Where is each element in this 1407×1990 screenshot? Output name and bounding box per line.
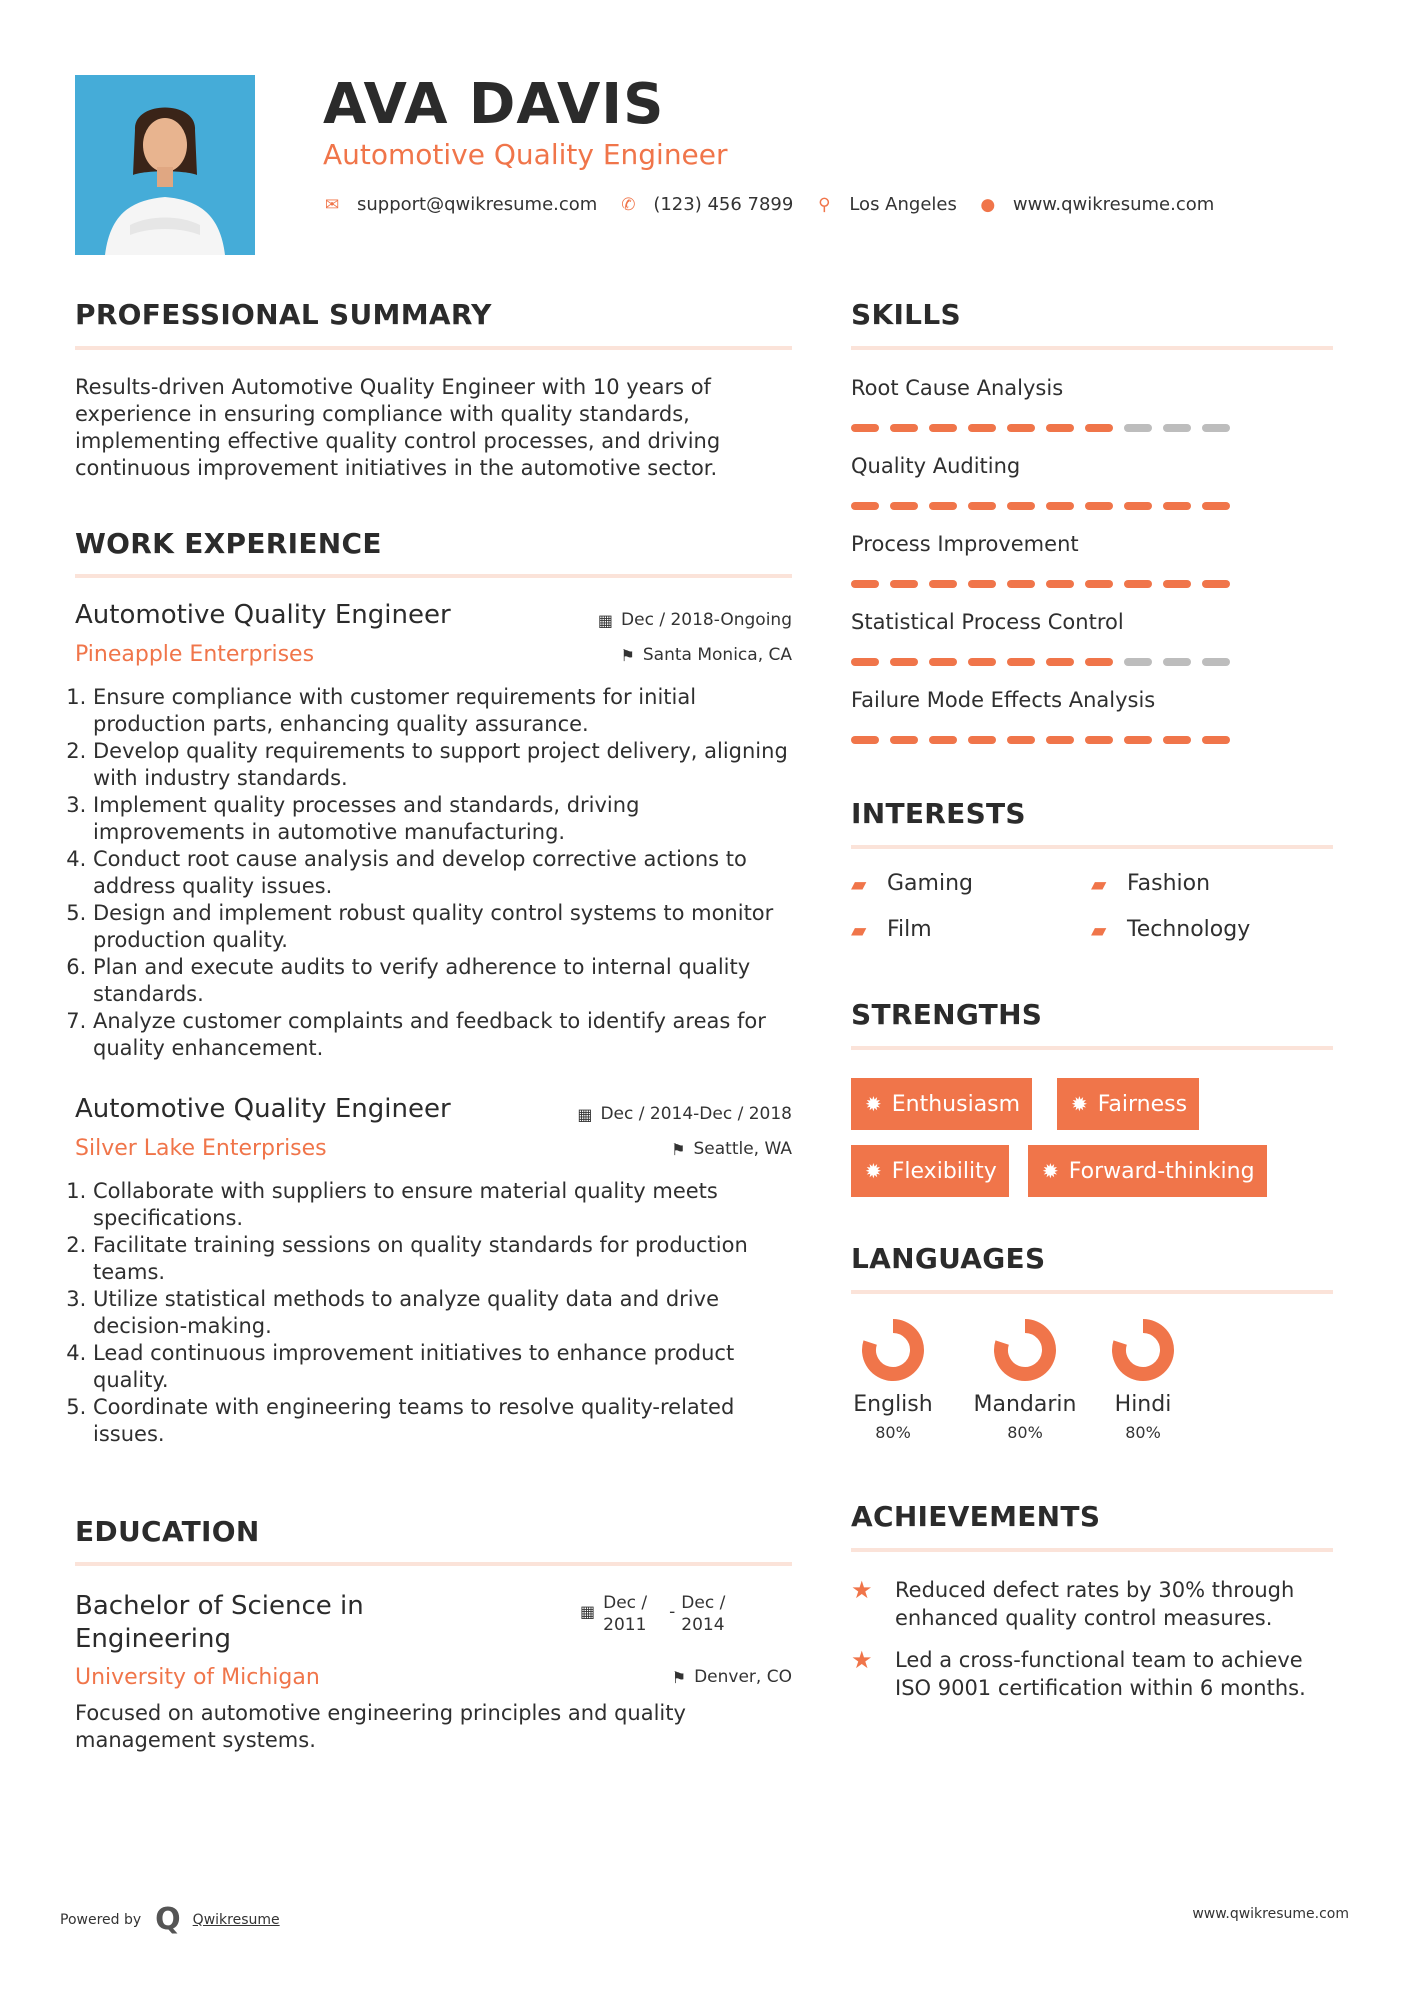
achievement-text: Led a cross-functional team to achieve ISO 9001 certification within 6 months. [895,1648,1306,1700]
education-divider [75,1562,792,1566]
skill-dash-filled [1085,736,1113,744]
job-2-location-text: Seattle, WA [693,1139,792,1159]
strength-badge [1057,1078,1199,1130]
language-name: English [853,1392,933,1417]
book-icon: ▰ [851,871,867,896]
phone-text: (123) 456 7899 [653,194,794,215]
skill-dash-filled [890,580,918,588]
language-name: Mandarin [973,1392,1077,1417]
envelope-icon: ✉ [324,194,340,215]
profile-photo [75,75,255,255]
summary-text: Results-driven Automotive Quality Engineer with 10 years of experience in ensuring compliance with quality standards, implementing effective quality control processes, and driving continuous improvement initiatives in the automotive sector. [75,375,721,480]
skill-dash-filled [929,424,957,432]
interest-label: Film [887,917,932,942]
skill-dash-filled [1007,580,1035,588]
language-percent: 80% [1007,1423,1043,1442]
book-icon: ▰ [1091,917,1107,942]
education-description: Focused on automotive engineering principles and quality management systems. [75,1701,686,1752]
strength-label: Enthusiasm [891,1091,1021,1117]
interest-label: Technology [1127,917,1251,942]
candidate-title: Automotive Quality Engineer [323,138,728,171]
summary-heading: PROFESSIONAL SUMMARY [75,298,492,331]
achievement-item [851,1576,1341,1632]
interest-item-fashion [1091,871,1210,896]
education-location [480,1667,792,1687]
language-name: Hindi [1114,1392,1172,1417]
skill-dash-filled [890,502,918,510]
skill-dash-filled [851,580,879,588]
pin-icon: ⚑ [671,1667,687,1687]
website-text: www.qwikresume.com [1012,194,1215,215]
achievements-divider [851,1548,1333,1552]
interest-item-gaming [851,871,973,896]
skill-dash-filled [890,658,918,666]
skill-dash-filled [1085,502,1113,510]
gear-icon: ✹ [1071,1092,1088,1116]
pin-icon: ⚑ [671,1139,686,1159]
qwikresume-logo-icon: Q [155,1902,181,1937]
strength-badge [851,1078,1032,1130]
skill-dash-filled [1046,580,1074,588]
contact-location [815,194,957,215]
contact-email[interactable] [323,194,597,215]
skill-dash-filled [1007,736,1035,744]
skill-dash-filled [1202,502,1230,510]
interests-heading: INTERESTS [851,797,1026,830]
job-1-dates [480,610,792,630]
skill-dash-filled [968,658,996,666]
powered-by-label: Powered by [60,1911,142,1928]
list-item: 2. Facilitate training sessions on quality standards for production teams. [93,1232,795,1286]
language-item [1088,1316,1198,1442]
language-gauge-arc [869,1326,917,1374]
skill-dash-filled [968,580,996,588]
skill-name: Statistical Process Control [851,610,1124,634]
pin-icon: ⚑ [620,645,635,665]
skill-dash-filled [890,424,918,432]
list-item: 3. Utilize statistical methods to analyze quality data and drive decision-making. [93,1286,795,1340]
language-gauge [991,1316,1059,1384]
skill-dash-filled [968,424,996,432]
skill-dash-empty [1163,424,1191,432]
education-start: Dec / 2011 [603,1593,648,1635]
education-location-text: Denver, CO [694,1667,792,1687]
job-1-title: Automotive Quality Engineer [75,600,451,630]
list-item: 2. Develop quality requirements to support project delivery, aligning with industry standards. [93,738,795,792]
skill-dash-filled [1007,424,1035,432]
achievements-heading: ACHIEVEMENTS [851,1500,1101,1533]
strength-label: Forward-thinking [1068,1158,1255,1184]
list-item: 1. Collaborate with suppliers to ensure material quality meets specifications. [93,1178,795,1232]
language-gauge [1109,1316,1177,1384]
skill-dash-filled [851,502,879,510]
globe-icon: ● [980,194,996,215]
skill-dash-filled [1202,736,1230,744]
job-2-location [480,1139,792,1159]
list-item: 7. Analyze customer complaints and feedback to identify areas for quality enhancement. [93,1008,795,1062]
skill-dash-filled [929,580,957,588]
skill-dash-filled [1046,424,1074,432]
education-heading: EDUCATION [75,1515,260,1548]
interest-label: Fashion [1127,871,1211,896]
location-text: Los Angeles [849,194,957,215]
book-icon: ▰ [851,917,867,942]
contact-website[interactable] [979,194,1214,215]
skill-dash-filled [1124,736,1152,744]
list-item: 6. Plan and execute audits to verify adherence to internal quality standards. [93,954,795,1008]
achievement-text: Reduced defect rates by 30% through enhanced quality control measures. [895,1578,1295,1630]
skill-dash-filled [1202,580,1230,588]
star-icon: ★ [851,1576,873,1604]
skill-dash-filled [929,502,957,510]
skill-dash-filled [1163,736,1191,744]
skill-dash-filled [1007,658,1035,666]
strength-label: Fairness [1097,1091,1188,1117]
skill-name: Process Improvement [851,532,1079,556]
interest-item-technology [1091,917,1250,942]
skill-dash-filled [968,736,996,744]
skill-dash-filled [851,736,879,744]
skill-dash-filled [1046,736,1074,744]
achievement-item [851,1646,1341,1702]
language-gauge [859,1316,927,1384]
job-2-duties [75,1178,795,1448]
skill-dash-filled [1163,502,1191,510]
list-item: 1. Ensure compliance with customer requirements for initial production parts, enhancing quality assurance. [93,684,795,738]
interest-item-film [851,917,932,942]
map-pin-icon: ⚲ [818,194,831,215]
calendar-icon: ▦ [597,610,614,630]
job-1-location [480,645,792,665]
skill-name: Root Cause Analysis [851,376,1064,400]
strength-label: Flexibility [891,1158,997,1184]
email-text: support@qwikresume.com [357,194,598,215]
skill-dash-filled [1046,502,1074,510]
gear-icon: ✹ [865,1092,882,1116]
contact-bar [323,194,1236,215]
job-2-title: Automotive Quality Engineer [75,1094,451,1124]
job-2-dates [480,1104,792,1124]
job-1-location-text: Santa Monica, CA [642,645,792,665]
skill-dash-filled [1085,580,1113,588]
calendar-icon: ▦ [580,1602,596,1621]
skill-dash-filled [890,736,918,744]
skill-dash-empty [1202,424,1230,432]
job-2-company: Silver Lake Enterprises [75,1136,327,1161]
education-dates: ▦ Dec / 2011 - Dec / 2014 [580,1592,741,1636]
skill-dash-filled [1085,658,1113,666]
languages-divider [851,1290,1333,1294]
list-item: 5. Design and implement robust quality control systems to monitor production quality. [93,900,795,954]
skill-dash-filled [968,502,996,510]
gear-icon: ✹ [1042,1159,1059,1183]
degree-title: Bachelor of Science in Engineering [75,1591,364,1654]
skill-dash-filled [1163,580,1191,588]
skills-heading: SKILLS [851,298,961,331]
language-gauge-arc [1001,1326,1049,1374]
skill-dash-filled [1124,580,1152,588]
skill-dash-filled [929,658,957,666]
skill-level-meter [851,424,1241,432]
strength-badge [1028,1145,1267,1197]
list-item: 3. Implement quality processes and standards, driving improvements in automotive manufacturing. [93,792,795,846]
job-1-company: Pineapple Enterprises [75,642,315,667]
skill-dash-filled [1085,424,1113,432]
job-2-dates-text: Dec / 2014-Dec / 2018 [600,1104,792,1124]
contact-phone[interactable] [619,194,793,215]
list-item: 4. Conduct root cause analysis and develop corrective actions to address quality issues. [93,846,795,900]
skills-divider [851,346,1333,350]
education-end: Dec / 2014 [681,1593,726,1635]
skill-level-meter [851,736,1241,744]
language-percent: 80% [875,1423,911,1442]
skill-dash-filled [1124,502,1152,510]
skill-name: Quality Auditing [851,454,1021,478]
language-percent: 80% [1125,1423,1161,1442]
strength-badge [851,1145,1009,1197]
skill-dash-filled [929,736,957,744]
star-icon: ★ [851,1646,873,1674]
job-1-dates-text: Dec / 2018-Ongoing [621,610,792,630]
qwikresume-link[interactable]: Qwikresume [192,1911,280,1928]
skill-dash-empty [1124,658,1152,666]
skill-level-meter [851,502,1241,510]
skill-name: Failure Mode Effects Analysis [851,688,1156,712]
languages-heading: LANGUAGES [851,1242,1046,1275]
calendar-icon: ▦ [577,1104,593,1124]
strengths-heading: STRENGTHS [851,998,1043,1031]
book-icon: ▰ [1091,871,1107,896]
skill-level-meter [851,658,1241,666]
skill-dash-empty [1124,424,1152,432]
interest-label: Gaming [887,871,973,896]
job-1-duties [75,684,795,1062]
skill-dash-filled [1046,658,1074,666]
footer-url[interactable]: www.qwikresume.com [1192,1906,1349,1922]
footer-powered-by [60,1902,280,1937]
experience-divider [75,574,792,578]
skill-level-meter [851,580,1241,588]
interests-divider [851,845,1333,849]
list-item: 5. Coordinate with engineering teams to resolve quality-related issues. [93,1394,795,1448]
language-gauge-arc [1119,1326,1167,1374]
skill-dash-empty [1202,658,1230,666]
skill-dash-filled [851,658,879,666]
language-item [838,1316,948,1442]
skill-dash-empty [1163,658,1191,666]
gear-icon: ✹ [865,1159,882,1183]
skill-dash-filled [851,424,879,432]
strengths-divider [851,1046,1333,1050]
summary-divider [75,346,792,350]
experience-heading: WORK EXPERIENCE [75,527,382,560]
skill-dash-filled [1007,502,1035,510]
language-item [970,1316,1080,1442]
school-name: University of Michigan [75,1665,320,1690]
phone-icon: ✆ [621,194,636,215]
candidate-name: AVA DAVIS [323,72,665,137]
list-item: 4. Lead continuous improvement initiatives to enhance product quality. [93,1340,795,1394]
